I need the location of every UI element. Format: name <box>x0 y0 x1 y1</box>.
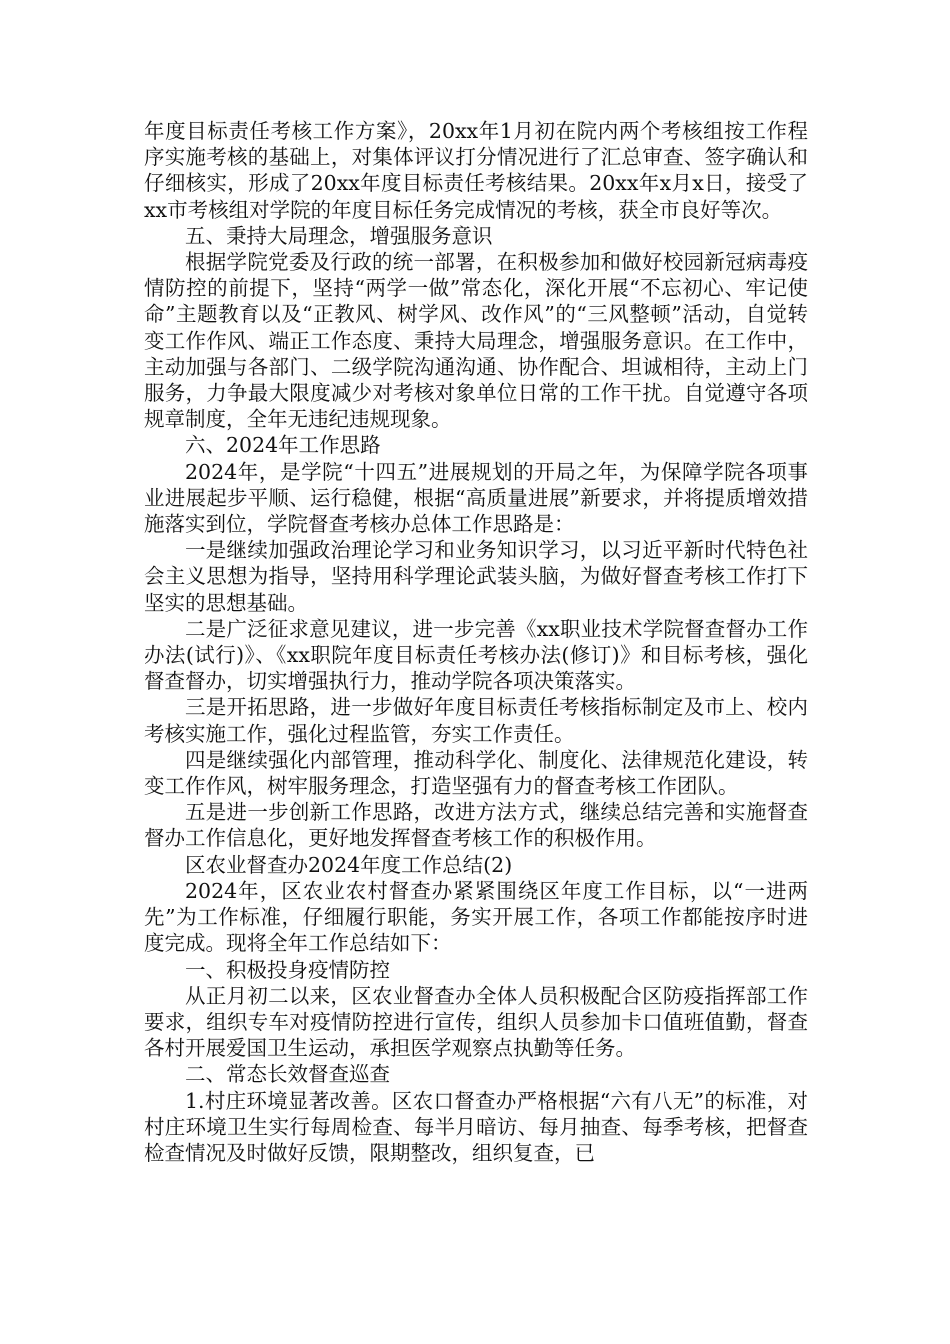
section-heading: 一、积极投身疫情防控 <box>185 957 390 982</box>
document-page <box>144 118 808 1166</box>
paragraph: 五是进一步创新工作思路，改进方法方式，继续总结完善和实施督查督办工作信息化，更好地发挥督查考核工作的积极作用。 <box>144 800 808 851</box>
paragraph: 1.村庄环境显著改善。区农口督查办严格根据“六有八无”的标准，对村庄环境卫生实行每周检查、每半月暗访、每月抽查、每季考核，把督查检查情况及时做好反馈，限期整改，组织复查，已 <box>144 1088 808 1165</box>
document-subtitle: 区农业督查办2024年度工作总结(2) <box>185 852 513 877</box>
paragraph: 根据学院党委及行政的统一部署，在积极参加和做好校园新冠病毒疫情防控的前提下，坚持“两学一做”常态化，深化开展“不忘初心、牢记使命”主题教育以及“正教风、树学风、改作风”的“三风整顿”活动，自觉转变工作作风、端正工作态度、秉持大局理念，增强服务意识。在工作中，主动加强与各部门、二级学院沟通沟通、协作配合、坦诚相待，主动上门服务，力争最大限度减少对考核对象单位日常的工作干扰。自觉遵守各项规章制度，全年无违纪违规现象。 <box>144 250 808 432</box>
section-heading: 二、常态长效督查巡查 <box>185 1062 390 1087</box>
paragraph: 二是广泛征求意见建议，进一步完善《xx职业技术学院督查督办工作办法(试行)》、《xx职院年度目标责任考核办法(修订)》和目标考核，强化督查督办，切实增强执行力，推动学院各项决策落实。 <box>144 616 808 694</box>
paragraph: 四是继续强化内部管理，推动科学化、制度化、法律规范化建设，转变工作作风，树牢服务理念，打造坚强有力的督查考核工作团队。 <box>144 747 808 799</box>
section-heading: 五、秉持大局理念，增强服务意识 <box>185 223 493 248</box>
paragraph: 2024年，区农业农村督查办紧紧围绕区年度工作目标，以“一进两先”为工作标准，仔细履行职能，务实开展工作，各项工作都能按序时进度完成。现将全年工作总结如下： <box>144 878 808 956</box>
paragraph: 年度目标责任考核工作方案》，20xx年1月初在院内两个考核组按工作程序实施考核的基础上，对集体评议打分情况进行了汇总审查、签字确认和仔细核实，形成了20xx年度目标责任考核结果。20xx年x月x日，接受了xx市考核组对学院的年度目标任务完成情况的考核，获全市良好等次。 <box>144 119 808 222</box>
section-heading: 六、2024年工作思路 <box>185 433 381 458</box>
paragraph: 2024年，是学院“十四五”进展规划的开局之年，为保障学院各项事业进展起步平顺、运行稳健，根据“高质量进展”新要求，并将提质增效措施落实到位，学院督查考核办总体工作思路是： <box>144 459 808 537</box>
paragraph: 三是开拓思路，进一步做好年度目标责任考核指标制定及市上、校内考核实施工作，强化过程监管，夯实工作责任。 <box>144 695 808 746</box>
paragraph: 一是继续加强政治理论学习和业务知识学习，以习近平新时代特色社会主义思想为指导，坚持用科学理论武装头脑，为做好督查考核工作打下坚实的思想基础。 <box>144 538 808 615</box>
paragraph: 从正月初二以来，区农业督查办全体人员积极配合区防疫指挥部工作要求，组织专车对疫情防控进行宣传，组织人员参加卡口值班值勤，督查各村开展爱国卫生运动，承担医学观察点执勤等任务。 <box>144 983 808 1061</box>
